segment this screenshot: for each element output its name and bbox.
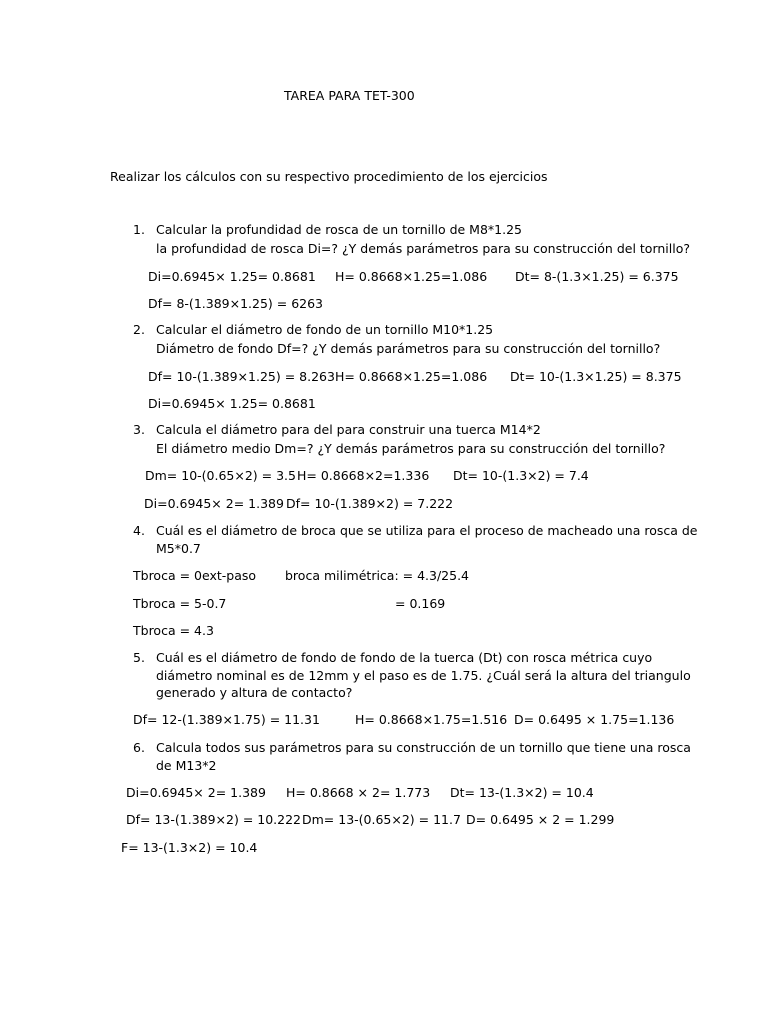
calculation: Dm= 13-(0.65×2) = 11.7: [302, 812, 461, 827]
calculation: broca milimétrica: = 4.3/25.4: [285, 568, 470, 583]
calculation: H= 0.8668×2=1.336: [297, 468, 430, 483]
calculation: Di=0.6945× 1.25= 0.8681: [148, 396, 316, 411]
document-title: TAREA PARA TET-300: [284, 88, 415, 103]
exercise-question-line: Cuál es el diámetro de broca que se utiliza para el proceso de macheado una rosca de: [156, 523, 698, 538]
calculation: Df= 10-(1.389×1.25) = 8.263: [148, 369, 335, 384]
calculation: D= 0.6495 × 1.75=1.136: [514, 712, 675, 727]
calculation: Di=0.6945× 1.25= 0.8681: [148, 269, 316, 284]
calculation: H= 0.8668 × 2= 1.773: [286, 785, 431, 800]
exercise-question-line: de M13*2: [156, 758, 217, 773]
calculation: H= 0.8668×1.75=1.516: [355, 712, 508, 727]
calculation: Dt= 13-(1.3×2) = 10.4: [450, 785, 594, 800]
exercise-number: 6.: [133, 740, 145, 755]
calculation: Di=0.6945× 2= 1.389: [144, 496, 284, 511]
calculation: Dt= 8-(1.3×1.25) = 6.375: [515, 269, 679, 284]
calculation: Dt= 10-(1.3×1.25) = 8.375: [510, 369, 682, 384]
calculation: = 0.169: [395, 596, 446, 611]
calculation: Df= 10-(1.389×2) = 7.222: [286, 496, 454, 511]
exercise-question-line: generado y altura de contacto?: [156, 685, 353, 700]
calculation: Dt= 10-(1.3×2) = 7.4: [453, 468, 589, 483]
calculation: Tbroca = 5-0.7: [133, 596, 227, 611]
exercise-question-line: Cuál es el diámetro de fondo de fondo de la tuerca (Dt) con rosca métrica cuyo: [156, 650, 653, 665]
exercise-number: 1.: [133, 222, 145, 237]
exercise-number: 3.: [133, 422, 145, 437]
calculation: Df= 13-(1.389×2) = 10.222: [126, 812, 302, 827]
exercise-question-line: Calcula todos sus parámetros para su construcción de un tornillo que tiene una rosca: [156, 740, 691, 755]
exercise-question-line: la profundidad de rosca Di=? ¿Y demás parámetros para su construcción del tornillo?: [156, 241, 690, 256]
calculation: Df= 8-(1.389×1.25) = 6263: [148, 296, 324, 311]
calculation: Tbroca = 0ext-paso: [133, 568, 257, 583]
calculation: Di=0.6945× 2= 1.389: [126, 785, 266, 800]
calculation: Dm= 10-(0.65×2) = 3.5: [145, 468, 296, 483]
exercise-question-line: El diámetro medio Dm=? ¿Y demás parámetros para su construcción del tornillo?: [156, 441, 666, 456]
exercise-question-line: Diámetro de fondo Df=? ¿Y demás parámetros para su construcción del tornillo?: [156, 341, 661, 356]
calculation: F= 13-(1.3×2) = 10.4: [121, 840, 258, 855]
exercise-question-line: Calcular el diámetro de fondo de un tornillo M10*1.25: [156, 322, 494, 337]
calculation: H= 0.8668×1.25=1.086: [335, 269, 488, 284]
calculation: Tbroca = 4.3: [133, 623, 214, 638]
calculation: H= 0.8668×1.25=1.086: [335, 369, 488, 384]
exercise-question-line: Calcular la profundidad de rosca de un tornillo de M8*1.25: [156, 222, 523, 237]
exercise-number: 2.: [133, 322, 145, 337]
exercise-number: 4.: [133, 523, 145, 538]
calculation: Df= 12-(1.389×1.75) = 11.31: [133, 712, 320, 727]
exercise-question-line: diámetro nominal es de 12mm y el paso es de 1.75. ¿Cuál será la altura del triangulo: [156, 668, 691, 683]
exercise-question-line: M5*0.7: [156, 541, 201, 556]
exercise-question-line: Calcula el diámetro para del para construir una tuerca M14*2: [156, 422, 541, 437]
exercise-number: 5.: [133, 650, 145, 665]
intro-text: Realizar los cálculos con su respectivo procedimiento de los ejercicios: [110, 169, 548, 184]
calculation: D= 0.6495 × 2 = 1.299: [466, 812, 615, 827]
